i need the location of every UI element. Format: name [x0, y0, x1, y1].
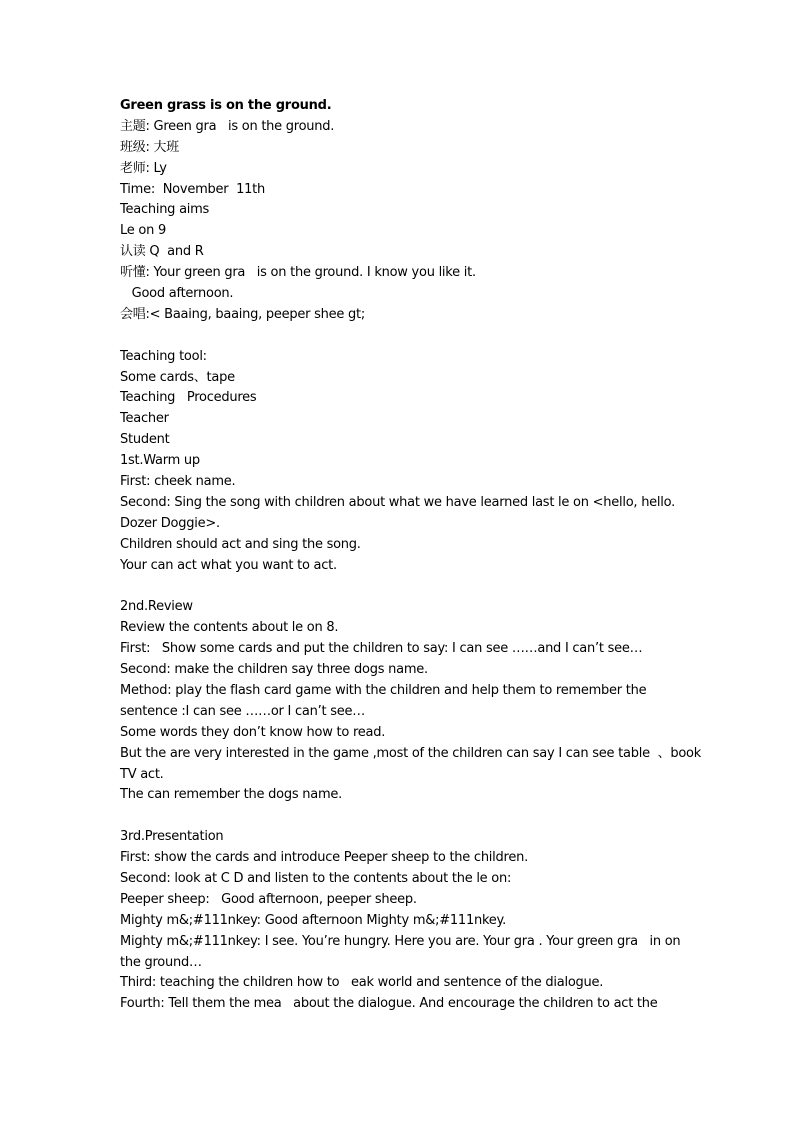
review-line: TV act.	[120, 766, 164, 782]
review-section	[120, 597, 720, 806]
header-line: Good afternoon.	[120, 286, 234, 302]
warmup-line: Dozer Doggie>.	[120, 515, 220, 531]
tools-line: Teaching tool:	[120, 348, 207, 364]
presentation-heading: 3rd.Presentation	[120, 829, 224, 845]
presentation-line: Mighty m&;#111nkey: I see. You’re hungry. Here you are. Your gra . Your green gra in on	[120, 933, 681, 949]
tools-line: Teaching Procedures	[120, 390, 257, 406]
review-line: But the are very interested in the game ,most of the children can say I can see table 、book	[120, 745, 702, 761]
blank-line	[120, 576, 720, 597]
presentation-line: Third: teaching the children how to eak world and sentence of the dialogue.	[120, 975, 604, 991]
warmup-section	[120, 451, 720, 576]
review-line: Some words they don’t know how to read.	[120, 724, 386, 740]
presentation-line: Fourth: Tell them the mea about the dialogue. And encourage the children to act the	[120, 996, 658, 1012]
presentation-line: the ground…	[120, 954, 202, 970]
header-line: Le on 9	[120, 223, 166, 239]
warmup-line: Children should act and sing the song.	[120, 536, 361, 552]
review-line: Method: play the flash card game with the children and help them to remember the	[120, 682, 647, 698]
header-line: Time: November 11th	[120, 181, 265, 197]
presentation-line: Peeper sheep: Good afternoon, peeper sheep.	[120, 891, 417, 907]
review-line: First: Show some cards and put the children to say: I can see ……and I can’t see…	[120, 641, 643, 657]
presentation-line: First: show the cards and introduce Peeper sheep to the children.	[120, 850, 528, 866]
blank-line	[120, 326, 720, 347]
tools-section	[120, 347, 720, 451]
header-line: 认读 Q and R	[120, 244, 204, 260]
review-line: Review the contents about le on 8.	[120, 620, 339, 636]
warmup-line: Your can act what you want to act.	[120, 557, 337, 573]
warmup-line: First: cheek name.	[120, 474, 236, 490]
presentation-line: Mighty m&;#111nkey: Good afternoon Mighty m&;#111nkey.	[120, 912, 507, 928]
document-page	[120, 96, 720, 1015]
warmup-heading: 1st.Warm up	[120, 453, 200, 469]
header-line: 班级: 大班	[120, 139, 180, 155]
blank-line	[120, 806, 720, 827]
review-line: The can remember the dogs name.	[120, 787, 342, 803]
presentation-line: Second: look at C D and listen to the contents about the le on:	[120, 870, 512, 886]
header-line: 会唱:< Baaing, baaing, peeper shee gt;	[120, 306, 366, 322]
tools-line: Teacher	[120, 411, 169, 427]
warmup-line: Second: Sing the song with children about what we have learned last le on <hello, hello.	[120, 494, 676, 510]
header-line: 主题: Green gra is on the ground.	[120, 118, 335, 134]
header-line: 听懂: Your green gra is on the ground. I know you like it.	[120, 265, 476, 281]
header-section	[120, 117, 720, 326]
tools-line: Some cards、tape	[120, 369, 235, 385]
header-line: 老师: Ly	[120, 160, 167, 176]
review-heading: 2nd.Review	[120, 599, 193, 615]
review-line: sentence :I can see ……or I can’t see…	[120, 703, 365, 719]
tools-line: Student	[120, 432, 170, 448]
document-title: Green grass is on the ground.	[120, 98, 332, 113]
review-line: Second: make the children say three dogs name.	[120, 662, 428, 678]
presentation-section	[120, 827, 720, 1015]
header-line: Teaching aims	[120, 202, 210, 218]
